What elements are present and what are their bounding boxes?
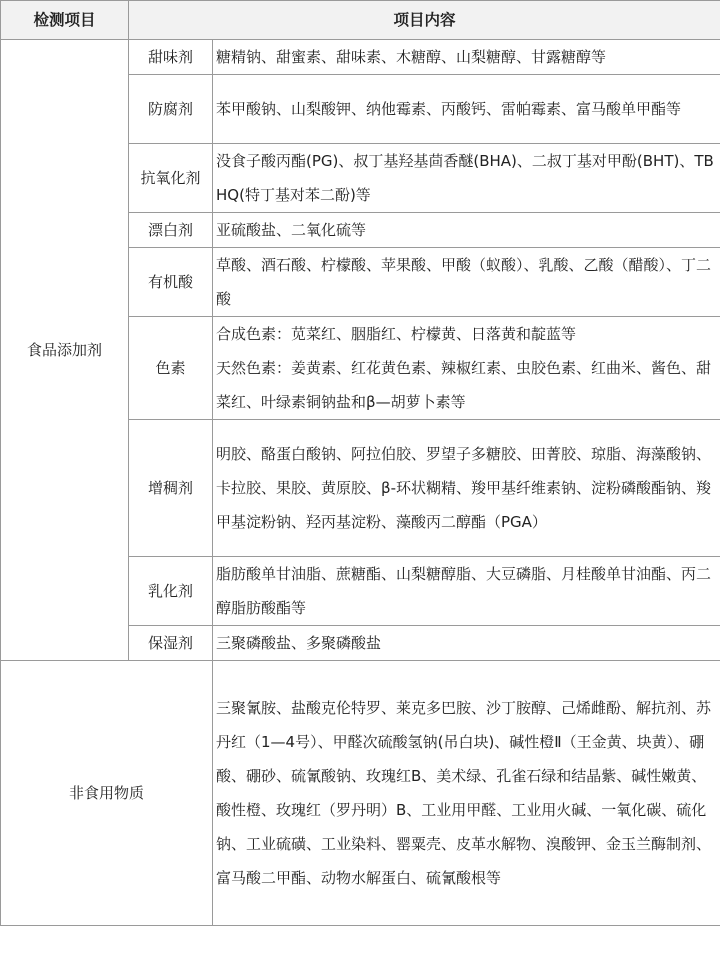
- item-content: 明胶、酪蛋白酸钠、阿拉伯胶、罗望子多糖胶、田菁胶、琼脂、海藻酸钠、卡拉胶、果胶、黄原胶、β-环状糊精、羧甲基纤维素钠、淀粉磷酸酯钠、羧甲基淀粉钠、羟丙基淀粉、藻酸丙二醇酯（PGA）: [213, 420, 720, 557]
- subcategory-label: 保湿剂: [129, 626, 213, 661]
- header-inspection-item: 检测项目: [1, 1, 129, 40]
- subcategory-label: 甜味剂: [129, 40, 213, 75]
- header-item-content: 项目内容: [129, 1, 720, 40]
- table-row: [1, 661, 720, 926]
- item-content: 没食子酸丙酯(PG)、叔丁基羟基茴香醚(BHA)、二叔丁基对甲酚(BHT)、TBHQ(特丁基对苯二酚)等: [213, 144, 720, 213]
- subcategory-label: 抗氧化剂: [129, 144, 213, 213]
- category-non-food-substances: 非食用物质: [1, 661, 213, 926]
- subcategory-label: 有机酸: [129, 248, 213, 317]
- item-content: 糖精钠、甜蜜素、甜味素、木糖醇、山梨糖醇、甘露糖醇等: [213, 40, 720, 75]
- item-content: 三聚磷酸盐、多聚磷酸盐: [213, 626, 720, 661]
- item-content: [213, 317, 720, 420]
- item-content: 三聚氰胺、盐酸克伦特罗、莱克多巴胺、沙丁胺醇、己烯雌酚、解抗剂、苏丹红（1—4号）、甲醛次硫酸氢钠(吊白块)、碱性橙Ⅱ（王金黄、块黄）、硼酸、硼砂、硫氰酸钠、玫瑰红B、美术绿、孔雀石绿和结晶紫、碱性嫩黄、酸性橙、玫瑰红（罗丹明）B、工业用甲醛、工业用火碱、一氧化碳、硫化钠、工业硫磺、工业染料、罂粟壳、皮革水解物、溴酸钾、金玉兰酶制剂、富马酸二甲酯、动物水解蛋白、硫氰酸根等: [213, 661, 720, 926]
- subcategory-label: 色素: [129, 317, 213, 420]
- item-content: 亚硫酸盐、二氧化硫等: [213, 213, 720, 248]
- category-food-additives: 食品添加剂: [1, 40, 129, 661]
- subcategory-label: 漂白剂: [129, 213, 213, 248]
- subcategory-label: 乳化剂: [129, 557, 213, 626]
- subcategory-label: 防腐剂: [129, 75, 213, 144]
- item-content: 脂肪酸单甘油脂、蔗糖酯、山梨糖醇脂、大豆磷脂、月桂酸单甘油酯、丙二醇脂肪酸酯等: [213, 557, 720, 626]
- synthetic-pigments: 合成色素：苋菜红、胭脂红、柠檬黄、日落黄和靛蓝等: [216, 325, 577, 343]
- natural-pigments: 天然色素：姜黄素、红花黄色素、辣椒红素、虫胶色素、红曲米、酱色、甜菜红、叶绿素铜钠盐和β—胡萝卜素等: [216, 359, 712, 411]
- subcategory-label: 增稠剂: [129, 420, 213, 557]
- item-content: 苯甲酸钠、山梨酸钾、纳他霉素、丙酸钙、雷帕霉素、富马酸单甲酯等: [213, 75, 720, 144]
- header-row: [1, 1, 720, 40]
- table-row: [1, 40, 720, 75]
- item-content: 草酸、酒石酸、柠檬酸、苹果酸、甲酸（蚁酸）、乳酸、乙酸（醋酸）、丁二酸: [213, 248, 720, 317]
